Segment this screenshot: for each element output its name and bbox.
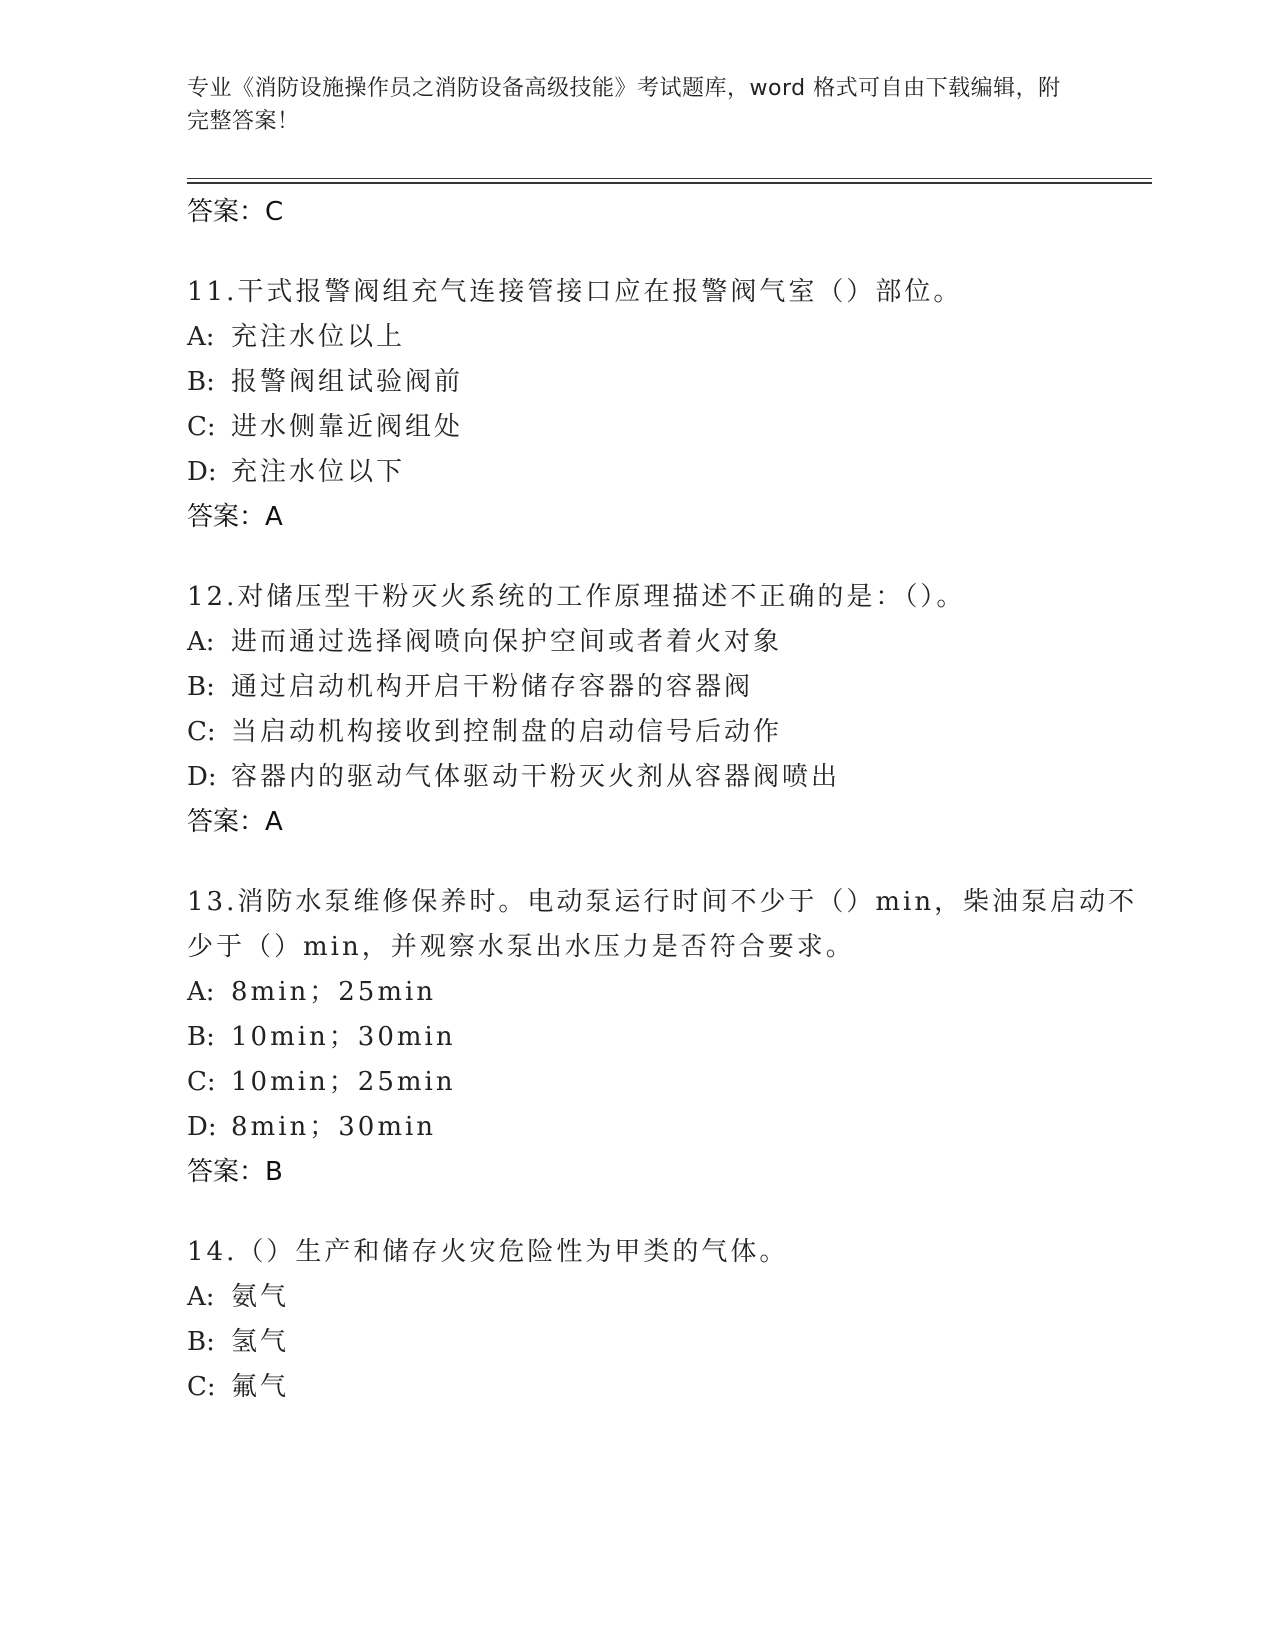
option-text: 通过启动机构开启干粉储存容器的容器阀 — [231, 672, 754, 702]
option-letter: C: — [187, 1372, 216, 1402]
option-b — [187, 360, 1147, 405]
option-b — [187, 1320, 1147, 1365]
option-text: 氨气 — [231, 1282, 290, 1312]
option-letter: C: — [187, 1067, 216, 1097]
answer: 答案：A — [187, 502, 283, 532]
option-b — [187, 665, 1147, 710]
option-letter: A: — [187, 1282, 215, 1312]
option-a — [187, 620, 1147, 665]
option-letter: C: — [187, 412, 216, 442]
option-letter: B: — [187, 1327, 215, 1357]
option-c — [187, 710, 1147, 755]
option-b — [187, 1015, 1147, 1060]
option-text: 容器内的驱动气体驱动干粉灭火剂从容器阀喷出 — [231, 762, 841, 792]
option-text: 10min；25min — [231, 1067, 456, 1097]
option-letter: B: — [187, 367, 215, 397]
option-letter: D: — [187, 1112, 217, 1142]
option-letter: B: — [187, 672, 215, 702]
option-text: 进水侧靠近阀组处 — [231, 412, 464, 442]
option-letter: D: — [187, 762, 217, 792]
option-letter: D: — [187, 457, 217, 487]
answer: 答案：B — [187, 1157, 283, 1187]
option-text: 8min；25min — [231, 977, 437, 1007]
question-block-12 — [187, 575, 1147, 845]
option-text: 氟气 — [231, 1372, 290, 1402]
document-body — [187, 190, 1147, 1410]
option-letter: A: — [187, 627, 215, 657]
question-text: 13.消防水泵维修保养时。电动泵运行时间不少于（）min，柴油泵启动不少于（）min，并观察水泵出水压力是否符合要求。 — [187, 887, 1138, 962]
option-c — [187, 1365, 1147, 1410]
question-text: 12.对储压型干粉灭火系统的工作原理描述不正确的是：（）。 — [187, 582, 966, 612]
option-a — [187, 315, 1147, 360]
header-divider-thick — [187, 182, 1152, 184]
option-d — [187, 1105, 1147, 1150]
header-divider — [187, 178, 1152, 179]
answer-previous: 答案：C — [187, 197, 284, 227]
page-header: 专业《消防设施操作员之消防设备高级技能》考试题库，word 格式可自由下载编辑，附完整答案！ — [187, 76, 1061, 134]
answer: 答案：A — [187, 807, 283, 837]
option-text: 报警阀组试验阀前 — [231, 367, 464, 397]
question-block-13 — [187, 880, 1147, 1195]
question-block-14 — [187, 1230, 1147, 1410]
option-text: 当启动机构接收到控制盘的启动信号后动作 — [231, 717, 783, 747]
option-text: 氢气 — [231, 1327, 290, 1357]
option-a — [187, 970, 1147, 1015]
option-a — [187, 1275, 1147, 1320]
option-c — [187, 405, 1147, 450]
option-text: 充注水位以上 — [231, 322, 406, 352]
option-text: 10min；30min — [231, 1022, 456, 1052]
option-text: 进而通过选择阀喷向保护空间或者着火对象 — [231, 627, 783, 657]
question-text: 11.干式报警阀组充气连接管接口应在报警阀气室（）部位。 — [187, 277, 963, 307]
option-letter: A: — [187, 977, 215, 1007]
option-text: 8min；30min — [231, 1112, 437, 1142]
option-d — [187, 450, 1147, 495]
question-text: 14.（）生产和储存火灾危险性为甲类的气体。 — [187, 1237, 789, 1267]
option-letter: C: — [187, 717, 216, 747]
question-block-11 — [187, 270, 1147, 540]
option-d — [187, 755, 1147, 800]
option-c — [187, 1060, 1147, 1105]
option-letter: B: — [187, 1022, 215, 1052]
option-letter: A: — [187, 322, 215, 352]
option-text: 充注水位以下 — [231, 457, 406, 487]
